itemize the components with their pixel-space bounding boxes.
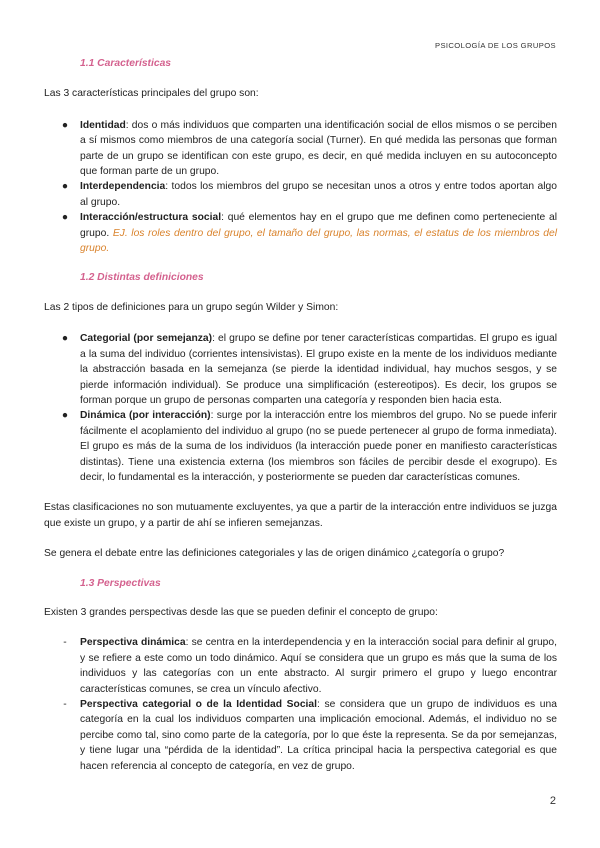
example-text: EJ. los roles dentro del grupo, el tamaño del grupo, las normas, el estatus de los miembros del grupo.	[80, 227, 557, 255]
list-item	[44, 331, 557, 408]
page-header: PSICOLOGÍA DE LOS GRUPOS	[434, 41, 556, 50]
section-heading-caracteristicas: 1.1 Características	[80, 58, 172, 69]
list-item	[44, 635, 557, 697]
list-term: Identidad	[80, 119, 126, 131]
characteristics-list	[44, 118, 557, 257]
paragraph: Estas clasificaciones no son mutuamente excluyentes, ya que a partir de la interacción entre individuos se juzga que existe un grupo, y a partir de ahí se infieren semejanzas.	[44, 502, 557, 529]
section-intro: Las 2 tipos de definiciones para un grupo según Wilder y Simon:	[44, 301, 339, 313]
perspectives-list	[44, 635, 557, 774]
dash-icon: -	[63, 699, 67, 710]
list-text: : el grupo se define por tener características compartidas. El grupo es igual a la suma del individuo (corrientes intensivistas). El grupo existe en la mente de los individuos mediante la abstracción basada en la semejanza (se pierde la identidad individual, hay muchos sesgos, y se pierde información individual). Se produce una simplificación (estereotipos). Es decir, los grupos se forman porque un grupo de personas comparten una categoría y responden bien hacia esta.	[80, 333, 557, 406]
list-text: : surge por la interacción entre los miembros del grupo. No se puede inferir fácilmente el acoplamiento del individuo al grupo (no se puede pertenecer al grupo de forma inmediata). El grupo es más de la suma de los individuos (la interacción puede poner en manifiesto características distintas). Tiene una existencia externa (los miembros son fáciles de percibir desde el exogrupo). Es decir, lo fundamental es la interacción, y posteriormente se pueden dar características comunes.	[80, 410, 557, 483]
list-text: : todos los miembros del grupo se necesitan unos a otros y entre todos aportan algo al grupo.	[80, 181, 557, 208]
list-term: Categorial (por semejanza)	[80, 333, 213, 345]
list-text: : qué elementos hay en el grupo que me definen como perteneciente al grupo.	[80, 212, 557, 239]
list-item	[44, 408, 557, 485]
bullet-icon: ●	[61, 181, 69, 193]
bullet-icon: ●	[61, 119, 69, 131]
section-heading-definiciones: 1.2 Distintas definiciones	[80, 272, 204, 284]
dash-icon: -	[63, 637, 67, 649]
list-term: Interdependencia	[80, 181, 166, 193]
list-term: Dinámica (por interacción)	[80, 410, 211, 422]
section-heading-perspectivas: 1.3 Perspectivas	[80, 577, 161, 589]
list-item	[44, 118, 557, 180]
paragraph: Se genera el debate entre las definiciones categoriales y las de origen dinámico ¿categoría o grupo?	[44, 548, 505, 560]
bullet-icon: ●	[61, 333, 69, 345]
bullet-icon: ●	[61, 212, 69, 224]
list-text: : se considera que un grupo de individuos es una categoría en la cual los individuos comparten una implicación emocional. Además, el individuo no se percibe como tal, sino como parte de la categoría, por lo que éste la representa. Se da por semejanzas, y tiene lugar una “pérdida de la identidad”. La crítica principal hacia la perspectiva categorial es que hacen referencia al concepto de categoría, en vez de grupo.	[80, 699, 557, 772]
bullet-icon: ●	[61, 410, 69, 422]
page-number: 2	[549, 794, 556, 807]
list-term: Perspectiva categorial o de la Identidad Social	[80, 699, 317, 710]
page-content	[44, 56, 557, 774]
list-item	[44, 210, 557, 256]
list-item	[44, 697, 557, 774]
section-intro: Las 3 características principales del grupo son:	[44, 88, 259, 100]
list-term: Interacción/estructura social	[80, 212, 222, 224]
list-item	[44, 179, 557, 210]
list-text: : se centra en la interdependencia y en la interacción social para definir al grupo, y se refiere a este como un todo dinámico. Aquí se considera que un grupo es más que la suma de los individuos y las categorías con un ente abstracto. Al surgir primero el grupo y luego encontrar características comunes, se crea un vínculo afectivo.	[80, 637, 557, 695]
list-term: Perspectiva dinámica	[80, 637, 186, 649]
section-intro: Existen 3 grandes perspectivas desde las que se pueden definir el concepto de grupo:	[44, 606, 438, 618]
list-text: : dos o más individuos que comparten una identificación social de ellos mismos o se perciben a sí mismos como miembros de una categoría social (Turner). En qué medida las personas que forman parte de un grupo se identifican con este grupo, es decir, en qué medida incluyen en su autoconcepto que forman parte de un grupo.	[80, 119, 557, 178]
definitions-list	[44, 331, 557, 485]
